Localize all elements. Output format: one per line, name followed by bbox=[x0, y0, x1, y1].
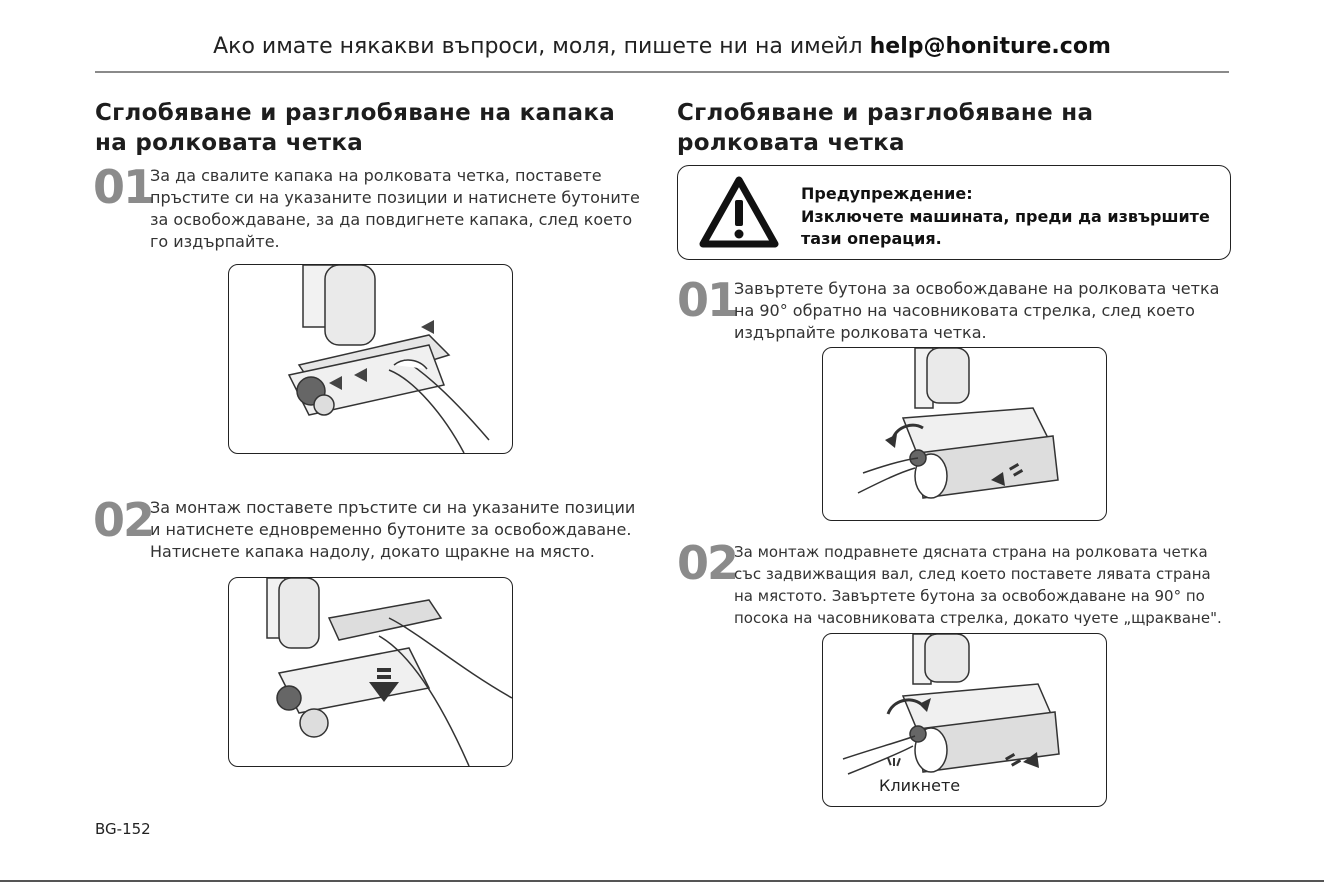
right-step2-text: За монтаж подравнете дясната страна на ролковата четка със задвижващия вал, след което поставете лявата страна на мястото. Завъртете бутона за освобождаване на 90° по посока на часовниковата стрелка, докато чуете „щракване". bbox=[734, 543, 1222, 627]
right-step1-text: Завъртете бутона за освобождаване на ролковата четка на 90° обратно на часовниковата стрелка, след което издърпайте ролковата четка. bbox=[734, 279, 1220, 342]
warning-text: Изключете машината, преди да извършите тази операция. bbox=[801, 207, 1210, 248]
click-label: Кликнете bbox=[879, 776, 961, 795]
page-number: BG-152 bbox=[95, 820, 151, 838]
bottom-rule bbox=[0, 880, 1324, 882]
warning-box bbox=[677, 165, 1231, 260]
support-email[interactable]: help@honiture.com bbox=[869, 34, 1111, 59]
cover-install-drawing bbox=[229, 578, 512, 766]
right-step1-illustration bbox=[822, 347, 1107, 521]
left-step2-illustration bbox=[228, 577, 513, 767]
right-section-title: Сглобяване и разглобяване на ролковата четка bbox=[677, 100, 1094, 156]
brush-removal-drawing bbox=[823, 348, 1106, 520]
left-step1-illustration bbox=[228, 264, 513, 454]
left-section-title: Сглобяване и разглобяване на капака на ролковата четка bbox=[95, 100, 616, 156]
right-step2-illustration bbox=[822, 633, 1107, 807]
header-rule bbox=[95, 71, 1229, 73]
warning-title: Предупреждение: bbox=[801, 184, 973, 203]
left-step1-text: За да свалите капака на ролковата четка, поставете пръстите си на указаните позиции и натиснете бутоните за освобождаване, за да повдигнете капака, след което го издърпайте. bbox=[150, 166, 640, 251]
left-step2-number: 02 bbox=[93, 493, 154, 547]
cover-removal-drawing bbox=[229, 265, 512, 453]
page-header bbox=[0, 34, 1324, 59]
header-text: Ако имате някакви въпроси, моля, пишете ни на имейл bbox=[213, 34, 870, 59]
left-step2-text: За монтаж поставете пръстите си на указаните позиции и натиснете едновременно бутоните за освобождаване. Натиснете капака надолу, докато щракне на място. bbox=[150, 498, 636, 561]
left-step1-number: 01 bbox=[93, 160, 154, 214]
right-step1-number: 01 bbox=[677, 273, 738, 327]
right-step2-number: 02 bbox=[677, 536, 738, 590]
warning-triangle-icon bbox=[698, 174, 780, 250]
brush-install-drawing bbox=[823, 634, 1106, 806]
